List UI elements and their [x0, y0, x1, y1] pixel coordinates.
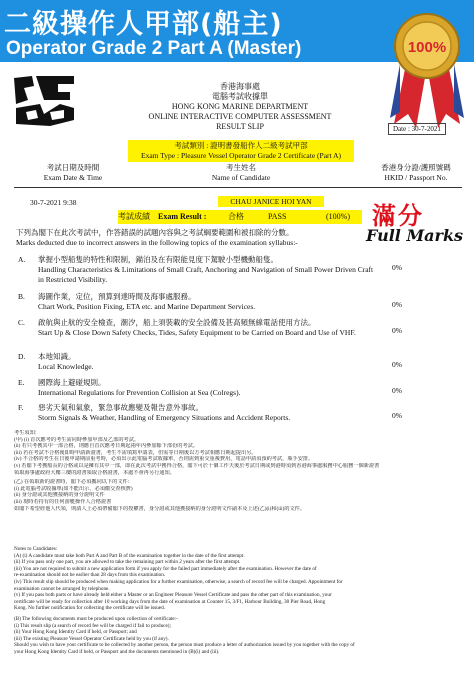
- subject-text: [38, 378, 378, 398]
- intro-zh: 下列為閣下在此次考試中，作答錯誤的試題內容與之考試綱要範圍和被扣除的分數。: [16, 228, 294, 237]
- note-line-zh: 如閣下希望經他人代領，則請人上必須帶備閣下的授權書，身分證或其他獲接納的身分證明文件副本及上述(乙)(i)和(iii)的文件。: [14, 505, 306, 512]
- subject-zh: 海圖作業，定位，預算到達時間及海事處服務。: [38, 292, 196, 301]
- note-line-en: (iv) This result slip should be produced when making application for a further examination, otherwise, a search of record fee will be charged. Appointment for: [14, 578, 343, 585]
- subject-zh: 國際海上避碰規則。: [38, 378, 106, 387]
- note-line-en: (B) The following documents must be produced upon collection of certificate:-: [14, 615, 178, 622]
- col-exam-date-zh: 考試日期及時間: [46, 163, 100, 172]
- banner-title-zh: 二級操作人甲部(船主): [4, 9, 283, 40]
- note-line-zh: (ii) 若只考獲其中一部合格，則應自首次應考日期起兩年內參加餘下部份的考試。: [14, 443, 199, 450]
- notes-zh: [14, 430, 464, 512]
- dept-name-en: HONG KONG MARINE DEPARTMENT: [171, 102, 309, 111]
- subject-letter: A.: [18, 255, 26, 264]
- exam-type-en: Exam Type : Pleasure Vessel Operator Grade 2 Certificate (Part A): [141, 151, 341, 160]
- note-line-zh: (iii) 現時若持有的任何游艇操作人合格證書: [14, 498, 112, 505]
- note-line-en: your Hong Kong Identity Card if held, or Passport and the documents mentioned in (B)(i) and (iii).: [14, 648, 220, 655]
- subject-en: Start Up & Close Down Safety Checks, Tides, Safety Equipment to be Carried on Board and Use of VHF.: [38, 328, 356, 337]
- slip-name-en: RESULT SLIP: [216, 122, 264, 131]
- subject-deduction: 0%: [392, 360, 402, 369]
- result-label-en: Exam Result :: [158, 212, 207, 221]
- subject-text: [38, 255, 378, 285]
- col-candidate-name-en: Name of Candidate: [211, 173, 271, 182]
- note-line-en: Kong. No further notification for collecting the certificate will be issued.: [14, 605, 165, 612]
- system-name-zh: 電腦考試收據單: [212, 92, 268, 101]
- subject-en: Storm Signals & Weather, Handling of Emergency Situations and Accident Reports.: [38, 413, 291, 422]
- note-line-zh: (i) 此電腦考試收據單(如不能出示，必須繳交查核費): [14, 485, 133, 492]
- note-line-en: (ii) Your Hong Kong Identity Card if held, or Passport; and: [14, 629, 137, 636]
- note-line-zh: (甲) (i) 首次應考的考生需同時參加甲部及乙部的考試。: [14, 436, 140, 443]
- subject-letter: F.: [18, 403, 24, 412]
- note-line-en: (iii) The existing Pleasure Vessel Operator Certificate held by you (if any).: [14, 635, 169, 642]
- subject-letter: D.: [18, 352, 26, 361]
- note-line-en: re-examination should not be earlier than 28 days from this examination.: [14, 572, 166, 579]
- subject-letter: B.: [18, 292, 25, 301]
- subject-text: [38, 318, 378, 338]
- note-line-en: (v) If you pass both parts or have already held either a Master or an Engineer Pleasure Vessel Certificate and pass the other part of this examination, your: [14, 592, 332, 599]
- col-candidate-name: [196, 163, 286, 183]
- subject-zh: 掌握小型船隻的特性和限制，錨泊及在有限能見度下駕駛小型機動船隻。: [38, 255, 278, 264]
- result-label-zh: 考試成績: [118, 212, 150, 221]
- note-line-zh: (iv) 不合格的考生在日後申請期前重考時，必須出示此電腦考試收據單，否則需到重交重複費用，電話申請須預約考試，瓶手安排。: [14, 456, 314, 463]
- note-line-en: Notes to Candidates:: [14, 546, 58, 552]
- subject-letter: E.: [18, 378, 25, 387]
- note-line-zh: (iii) 若在考試不合格後即時申請新證書，考生不需填寫申請表，但需等日期後以方考試相應日期起提出另。: [14, 449, 257, 456]
- badge-text: 100%: [407, 39, 447, 56]
- subject-zh: 惡劣天氣和氣象，緊急事故應變及報告意外事故。: [38, 403, 203, 412]
- subject-deduction: 0%: [392, 386, 402, 395]
- col-candidate-name-zh: 考生姓名: [226, 163, 256, 172]
- dept-name-zh: 香港海事處: [220, 82, 260, 91]
- system-name-en: ONLINE INTERACTIVE COMPUTER ASSESSMENT: [148, 112, 332, 121]
- subject-deduction: 0%: [392, 326, 402, 335]
- full-marks-en: Full Marks: [366, 226, 464, 245]
- ribbon-left-stripe: [390, 64, 400, 118]
- note-line-en: Should you wish to have your certificate to be collected by another person, the person must produce a letter of authorization issued by you together with the copy of: [14, 642, 355, 649]
- subject-zh: 本地知識。: [38, 352, 76, 361]
- subject-letter: C.: [18, 318, 25, 327]
- document-header: [140, 82, 340, 132]
- issue-date: Date : 30-7-2021: [388, 123, 446, 135]
- note-line-zh: (ii) 身分證或其他獲接納的身分證明文件: [14, 492, 105, 499]
- exam-result-box: [118, 210, 362, 224]
- col-hkid-en: HKID / Passport No.: [384, 173, 448, 182]
- subject-en: Local Knowledge.: [38, 362, 94, 371]
- subject-en: Chart Work, Position Fixing, ETA etc. and Marine Department Services.: [38, 302, 256, 311]
- exam-type-zh: 考試類別 : 證明書發船作人二級考試甲部: [174, 141, 308, 150]
- note-line-zh: (v) 若閣下考獲船長的合格或以是擁有其中一部，即在此次考試中獲得合格，閣下可於十個工作天後於考試日期或到港時須到香港海事處服務中心服務一個新證書: [14, 462, 380, 469]
- subject-text: [38, 352, 378, 372]
- col-exam-date-en: Exam Date & Time: [43, 173, 103, 182]
- note-line-zh: 領取海事處政府大樓三樓的證書領取合格證書，本處不會再另行通知。: [14, 469, 175, 476]
- note-line-en: (ii) If you pass only one part, you are allowed to take the remaining part within 2 years after the first attempt.: [14, 559, 241, 566]
- subject-en: International Regulations for Prevention Collision at Sea (Colregs).: [38, 388, 241, 397]
- result-status-zh: 合格: [228, 212, 244, 221]
- banner-title-en: Operator Grade 2 Part A (Master): [6, 38, 302, 59]
- subject-en: Handling Characteristics & Limitations of Small Craft, Anchoring and Navigation of Small Power Driven Craft in Restricted Visibility.: [38, 265, 374, 284]
- exam-datetime: 30-7-2021 9:38: [30, 198, 77, 207]
- candidate-name: CHAU JANICE HOI YAN: [218, 196, 324, 207]
- result-score: (100%): [326, 212, 350, 221]
- intro-en: Marks deducted due to incorrect answers in the following topics of the examination syllabus:-: [16, 237, 298, 247]
- deduction-intro: [16, 228, 366, 247]
- subject-zh: 啟航與止航的安全檢查，潮汐，船上須裝載的安全設備及甚高頻無線電話使用方法。: [38, 318, 316, 327]
- note-line-en: (i) This result slip (a search of record fee will be charged if fail to produce);: [14, 622, 171, 629]
- col-exam-date: [28, 163, 118, 183]
- note-line-en: (A) (i) A candidate must take both Part A and Part B of the examination together in the date of the first attempt.: [14, 552, 245, 559]
- rosette-badge: [380, 6, 474, 130]
- note-line-en: certificate will be ready for collection after 10 working days from the date of examination at Counter 15, 3/F1, Harbour Building, 38 Pier Road, Hong: [14, 598, 326, 605]
- exam-type-box: [128, 140, 354, 162]
- subject-deduction: 0%: [392, 300, 402, 309]
- marine-department-logo: [10, 70, 78, 132]
- result-status-en: PASS: [268, 212, 287, 221]
- subject-text: [38, 403, 378, 423]
- note-line-en: examination cannot be arranged by telephone.: [14, 585, 110, 592]
- col-hkid-zh: 香港身分證/護照號碼: [381, 163, 451, 172]
- note-line-zh: 考生須知:: [14, 430, 37, 436]
- notes-en: [14, 546, 464, 656]
- col-hkid: [364, 163, 468, 183]
- note-line-en: (iii) You are not required to submit a new application form if you apply for the failed part immediately after the examination. However the date of: [14, 565, 317, 572]
- ribbon-right-stripe: [454, 64, 464, 118]
- subject-deduction: 0%: [392, 411, 402, 420]
- subject-text: [38, 292, 378, 312]
- full-marks-zh: 滿分: [372, 202, 424, 230]
- subject-deduction: 0%: [392, 263, 402, 272]
- divider-line: [14, 187, 462, 188]
- note-line-zh: (乙) 在領取新的證書時，閣下必須攜同以下的文件:: [14, 479, 130, 486]
